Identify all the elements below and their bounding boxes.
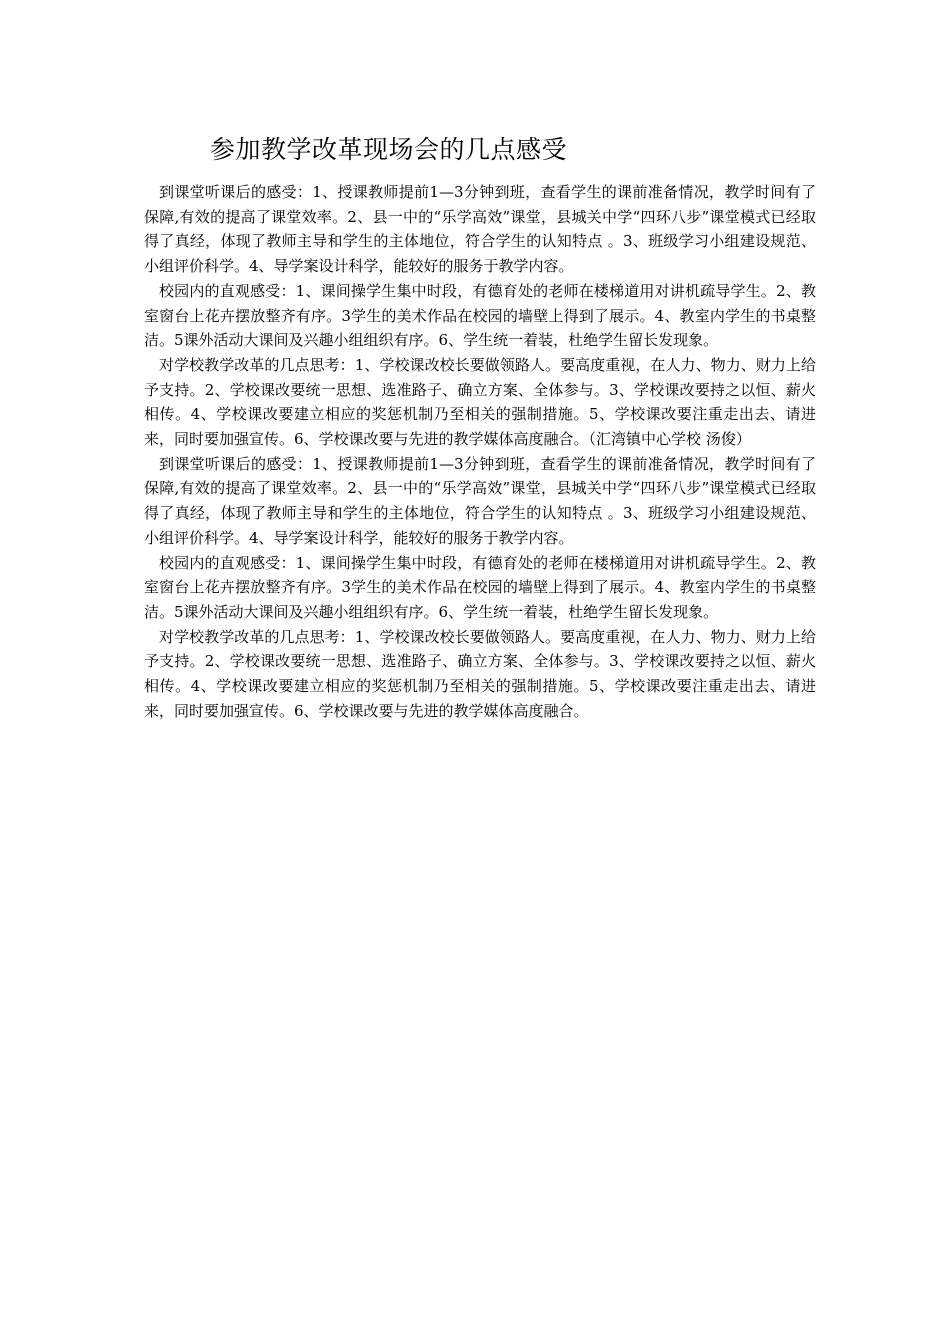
document-title: 参加教学改革现场会的几点感受 bbox=[210, 135, 568, 164]
paragraph-campus-impressions: 校园内的直观感受：1、课间操学生集中时段，有德育处的老师在楼梯道用对讲机疏导学生。2、教室窗台上花卉摆放整齐有序。3学生的美术作品在校园的墙壁上得到了展示。4、教室内学生的书桌整洁。5课外活动大课间及兴趣小组组织有序。6、学生统一着装，杜绝学生留长发现象。 bbox=[144, 281, 816, 350]
paragraph-classroom-impressions: 到课堂听课后的感受：1、授课教师提前1—3分钟到班，查看学生的课前准备情况，教学时间有了保障,有效的提高了课堂效率。2、县一中的“乐学高效”课堂，县城关中学“四环八步”课堂模式已经取得了真经，体现了教师主导和学生的主体地位，符合学生的认知特点 。3、班级学习小组建设规范、小组评价科学。4、导学案设计科学，能较好的服务于教学内容。 bbox=[144, 183, 816, 276]
document-page bbox=[144, 128, 816, 723]
paragraph-reform-thoughts: 对学校教学改革的几点思考：1、学校课改校长要做领路人。要高度重视，在人力、物力、财力上给予支持。2、学校课改要统一思想、选准路子、确立方案、全体参与。3、学校课改要持之以恒、薪火相传。4、学校课改要建立相应的奖惩机制乃至相关的强制措施。5、学校课改要注重走出去、请进来，同时要加强宣传。6、学校课改要与先进的教学媒体高度融合。（汇湾镇中心学校 汤俊） bbox=[144, 355, 816, 449]
paragraph-campus-impressions-repeat: 校园内的直观感受：1、课间操学生集中时段，有德育处的老师在楼梯道用对讲机疏导学生。2、教室窗台上花卉摆放整齐有序。3学生的美术作品在校园的墙壁上得到了展示。4、教室内学生的书桌整洁。5课外活动大课间及兴趣小组组织有序。6、学生统一着装，杜绝学生留长发现象。 bbox=[144, 553, 816, 621]
paragraph-classroom-impressions-repeat: 到课堂听课后的感受：1、授课教师提前1—3分钟到班，查看学生的课前准备情况，教学时间有了保障,有效的提高了课堂效率。2、县一中的“乐学高效”课堂，县城关中学“四环八步”课堂模式已经取得了真经，体现了教师主导和学生的主体地位，符合学生的认知特点 。3、班级学习小组建设规范、小组评价科学。4、导学案设计科学，能较好的服务于教学内容。 bbox=[144, 454, 816, 547]
paragraph-reform-thoughts-repeat: 对学校教学改革的几点思考：1、学校课改校长要做领路人。要高度重视，在人力、物力、财力上给予支持。2、学校课改要统一思想、选准路子、确立方案、全体参与。3、学校课改要持之以恒、薪火相传。4、学校课改要建立相应的奖惩机制乃至相关的强制措施。5、学校课改要注重走出去、请进来，同时要加强宣传。6、学校课改要与先进的教学媒体高度融合。 bbox=[144, 627, 816, 720]
